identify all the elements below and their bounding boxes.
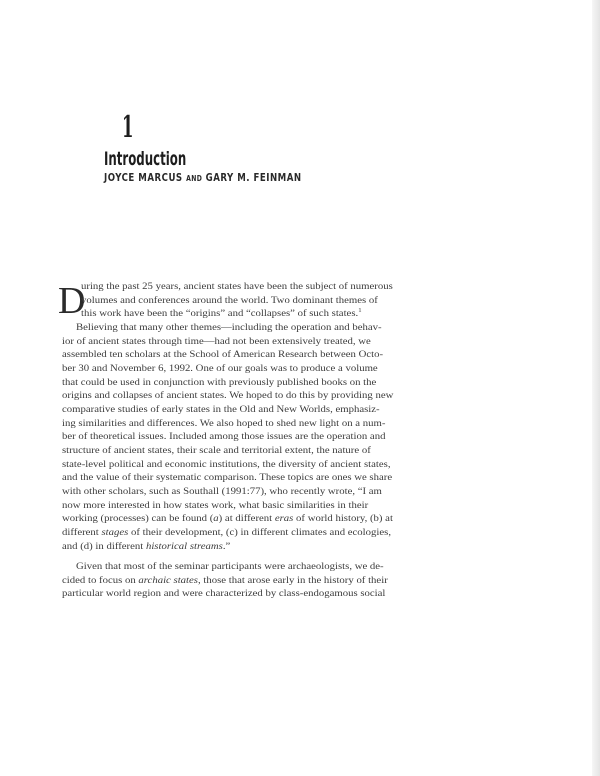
paragraph-2-line-17 [62,542,230,552]
italic-run: eras [274,513,294,524]
paragraph-3-line-2 [62,576,388,586]
text-run: working (processes) can be found ( [62,513,214,524]
italic-run: stages [101,527,129,538]
text-run: ) at different [218,513,275,524]
text-run: of world history, (b) at [293,513,393,524]
text-run: and (d) in different [62,541,146,552]
paragraph-2-line-7: comparative studies of early states in the Old and New Worlds, emphasiz- [62,404,380,415]
paragraph-2-line-14: now more interested in how states work, what basic similarities in their [62,500,369,511]
paragraph-3-line-3: particular world region and were characterized by class-endogamous social [62,588,386,599]
text-run: cided to focus on [62,575,139,586]
chapter-authors [104,173,302,184]
author-conjunction: AND [186,174,203,183]
paragraph-1-line-1: uring the past 25 years, ancient states have been the subject of numerous [81,281,393,292]
drop-cap: D [58,280,86,322]
paragraph-2-line-9: ber of theoretical issues. Included among those issues are the operation and [62,431,386,442]
scan-edge-shadow [592,0,600,776]
paragraph-1-line-2: volumes and conferences around the world. Two dominant themes of [81,295,378,306]
chapter-title: Introduction [104,148,187,170]
chapter-number: 1 [122,110,134,145]
text-run: , those that arose early in the history of their [197,575,388,586]
paragraph-2-line-2: ior of ancient states through time—had not been extensively treated, we [62,336,371,347]
paragraph-2-line-8: ing similarities and differences. We also hoped to shed new light on a num- [62,418,386,429]
paragraph-2-line-1: Believing that many other themes—including the operation and behav- [76,322,382,333]
paragraph-1-line-3-text: this work have been the “origins” and “collapses” of such states. [81,308,359,319]
paragraph-1-line-3 [81,309,362,319]
text-run: .” [222,541,231,552]
italic-run: historical streams [145,541,223,552]
text-run: different [62,527,102,538]
paragraph-2-line-10: structure of ancient states, their scale and territorial extent, the nature of [62,445,371,456]
paragraph-2-line-16 [62,528,391,538]
paragraph-2-line-15 [62,514,393,524]
paragraph-2-line-4: ber 30 and November 6, 1992. One of our goals was to produce a volume [62,363,378,374]
italic-run: archaic states [138,575,198,586]
author-second: GARY M. FEINMAN [205,172,302,184]
paragraph-2-line-6: origins and collapses of ancient states. We hoped to do this by providing new [62,390,394,401]
footnote-marker: 1 [358,308,362,314]
paragraph-2-line-11: state-level political and economic institutions, the diversity of ancient states, [62,459,391,470]
paragraph-2-line-5: that could be used in conjunction with previously published books on the [62,377,377,388]
italic-run: a [213,513,219,524]
paragraph-3-line-1: Given that most of the seminar participants were archaeologists, we de- [76,561,384,572]
author-first: JOYCE MARCUS [104,172,183,184]
text-run: of their development, (c) in different climates and ecologies, [128,527,392,538]
paragraph-2-line-13: with other scholars, such as Southall (1991:77), who recently wrote, “I am [62,486,382,497]
paragraph-2-line-3: assembled ten scholars at the School of American Research between Octo- [62,349,384,360]
paragraph-2-line-12: and the value of their systematic comparison. These topics are ones we share [62,472,393,483]
